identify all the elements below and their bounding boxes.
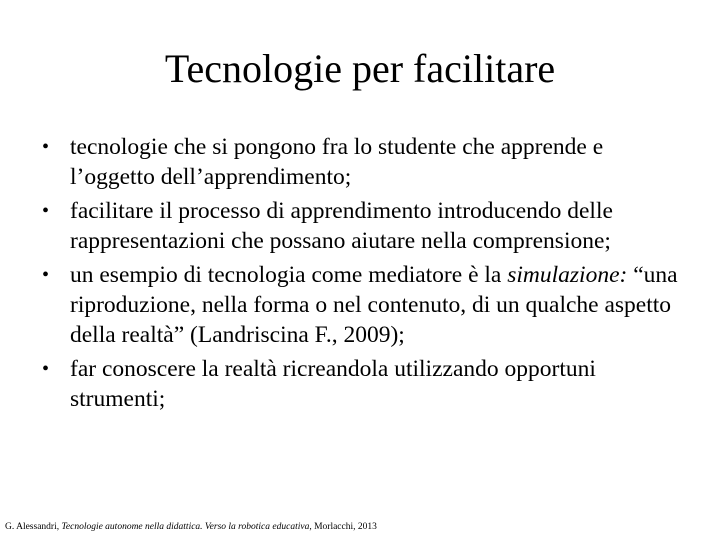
bullet-text: facilitare il processo di apprendimento introducendo delle rappresentazioni che possano aiutare nella comprensione; <box>70 198 613 254</box>
footer-book-title: Tecnologie autonome nella didattica. Verso la robotica educativa <box>61 522 310 532</box>
bullet-item <box>0 260 685 350</box>
slide-title: Tecnologie per facilitare <box>164 46 556 91</box>
bullet-dot: • <box>42 358 50 380</box>
bullet-text-before: un esempio di tecnologia come mediatore è la <box>70 262 508 288</box>
bullet-dot: • <box>42 200 50 222</box>
bullet-item <box>0 354 685 414</box>
bullet-dot: • <box>42 264 50 286</box>
citation-footer <box>5 521 377 533</box>
bullet-dot: • <box>42 136 50 158</box>
bullet-text: far conoscere la realtà ricreandola utilizzando opportuni strumenti; <box>70 356 596 412</box>
bullet-text: tecnologie che si pongono fra lo studente che apprende e l’oggetto dell’apprendimento; <box>70 134 604 190</box>
footer-publisher-year: , Morlacchi, 2013 <box>309 522 377 532</box>
bullet-list <box>0 132 720 418</box>
footer-author: G. Alessandri, <box>5 522 62 532</box>
bullet-text-after: “una riproduzione, nella forma o nel contenuto, di un qualche aspetto della realtà” (Landriscina F., 2009); <box>70 262 678 348</box>
bullet-item <box>0 196 685 256</box>
bullet-emphasis: simulazione: <box>507 262 628 288</box>
bullet-item <box>0 132 685 192</box>
